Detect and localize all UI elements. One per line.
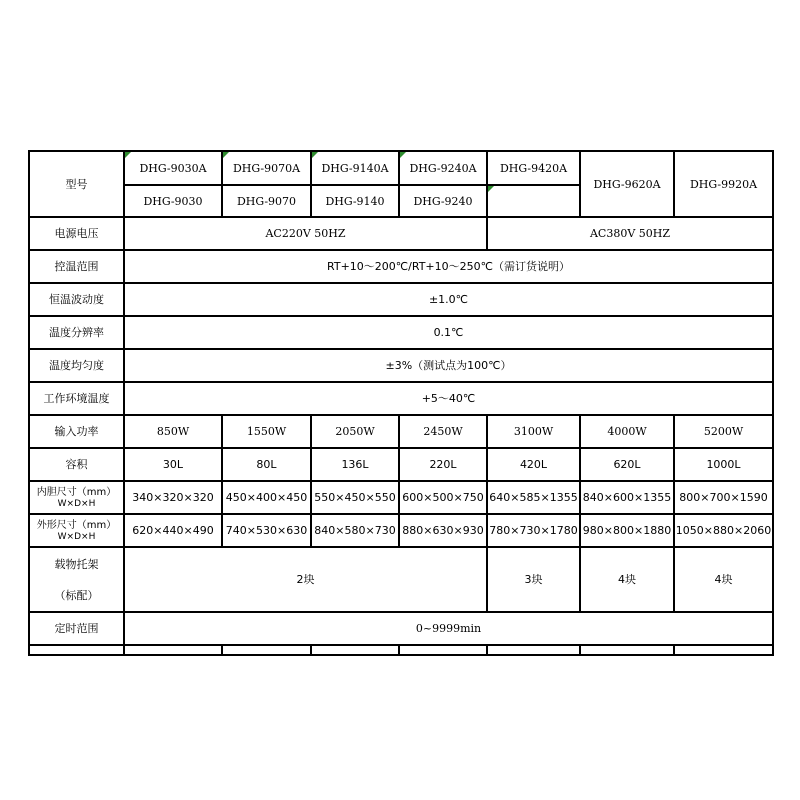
model-cell — [124, 151, 222, 185]
model-cell — [674, 151, 773, 217]
volume-cell: 620L — [580, 448, 674, 481]
label-outer-size — [29, 514, 124, 547]
model-cell: DHG-9140 — [311, 185, 399, 217]
spec-sheet — [28, 150, 772, 656]
comment-marker-icon — [125, 152, 131, 158]
inner-size-cell: 840×600×1355 — [580, 481, 674, 514]
label-power-supply: 电源电压 — [29, 217, 124, 250]
label-shelf-sub: （标配） — [29, 580, 124, 612]
comment-marker-icon — [400, 152, 406, 158]
input-power-cell: 4000W — [580, 415, 674, 448]
shelf-cell: 2块 — [124, 547, 487, 612]
outer-size-cell: 980×800×1880 — [580, 514, 674, 547]
model-name: DHG-9140A — [321, 161, 389, 175]
inner-size-cell: 640×585×1355 — [487, 481, 580, 514]
volume-row — [29, 448, 773, 481]
ambient-row — [29, 382, 773, 415]
shelf-cell: 4块 — [674, 547, 773, 612]
label-volume: 容积 — [29, 448, 124, 481]
comment-marker-icon — [488, 186, 494, 192]
inner-size-row — [29, 481, 773, 514]
input-power-cell: 3100W — [487, 415, 580, 448]
power-supply-220: AC220V 50HZ — [124, 217, 487, 250]
model-cell — [222, 151, 311, 185]
temp-range-row — [29, 250, 773, 283]
label-ambient: 工作环境温度 — [29, 382, 124, 415]
model-cell — [487, 151, 580, 185]
power-supply-380: AC380V 50HZ — [487, 217, 773, 250]
model-cell: DHG-9070 — [222, 185, 311, 217]
model-name: DHG-9070A — [232, 161, 301, 175]
comment-marker-icon — [223, 152, 229, 158]
model-name: DHG-9620A — [593, 177, 661, 191]
outer-size-cell: 840×580×730 — [311, 514, 399, 547]
table-tail-row — [29, 645, 773, 655]
label-resolution: 温度分辨率 — [29, 316, 124, 349]
resolution-row — [29, 316, 773, 349]
volume-cell: 420L — [487, 448, 580, 481]
model-cell — [580, 151, 674, 217]
volume-cell: 1000L — [674, 448, 773, 481]
outer-size-cell: 740×530×630 — [222, 514, 311, 547]
inner-size-cell: 550×450×550 — [311, 481, 399, 514]
resolution-value: 0.1℃ — [124, 316, 773, 349]
ambient-value: +5～40℃ — [124, 382, 773, 415]
tail-cell — [580, 645, 674, 655]
input-power-cell: 5200W — [674, 415, 773, 448]
input-power-row — [29, 415, 773, 448]
outer-size-subtitle: W×D×H — [57, 531, 96, 542]
volume-cell: 220L — [399, 448, 487, 481]
label-timer: 定时范围 — [29, 612, 124, 645]
tail-cell — [29, 645, 124, 655]
timer-row — [29, 612, 773, 645]
model-cell — [311, 151, 399, 185]
inner-size-title: 内胆尺寸（mm） — [36, 486, 117, 498]
inner-size-cell: 800×700×1590 — [674, 481, 773, 514]
tail-cell — [222, 645, 311, 655]
input-power-cell: 850W — [124, 415, 222, 448]
shelf-cell: 4块 — [580, 547, 674, 612]
model-name: DHG-9030A — [139, 161, 207, 175]
outer-size-cell: 880×630×930 — [399, 514, 487, 547]
fluctuation-row — [29, 283, 773, 316]
model-cell-empty — [487, 185, 580, 217]
inner-size-cell: 340×320×320 — [124, 481, 222, 514]
outer-size-row — [29, 514, 773, 547]
model-name: DHG-9420A — [499, 162, 568, 175]
label-fluctuation: 恒温波动度 — [29, 283, 124, 316]
outer-size-cell: 620×440×490 — [124, 514, 222, 547]
spec-table — [28, 150, 774, 656]
inner-size-subtitle: W×D×H — [57, 498, 96, 509]
input-power-cell: 1550W — [222, 415, 311, 448]
input-power-cell: 2450W — [399, 415, 487, 448]
shelf-row-a — [29, 547, 773, 580]
volume-cell: 80L — [222, 448, 311, 481]
label-model: 型号 — [29, 151, 124, 217]
label-inner-size — [29, 481, 124, 514]
label-temp-range: 控温范围 — [29, 250, 124, 283]
model-cell: DHG-9030 — [124, 185, 222, 217]
model-name: DHG-9920A — [689, 177, 758, 191]
tail-cell — [399, 645, 487, 655]
outer-size-title: 外形尺寸（mm） — [36, 519, 117, 531]
tail-cell — [311, 645, 399, 655]
uniformity-row — [29, 349, 773, 382]
tail-cell — [487, 645, 580, 655]
label-uniformity: 温度均匀度 — [29, 349, 124, 382]
model-cell — [399, 151, 487, 185]
outer-size-cell: 1050×880×2060 — [674, 514, 773, 547]
outer-size-cell: 780×730×1780 — [487, 514, 580, 547]
model-row-a — [29, 151, 773, 185]
volume-cell: 136L — [311, 448, 399, 481]
inner-size-cell: 450×400×450 — [222, 481, 311, 514]
volume-cell: 30L — [124, 448, 222, 481]
tail-cell — [124, 645, 222, 655]
model-name: DHG-9240A — [409, 161, 477, 175]
comment-marker-icon — [312, 152, 318, 158]
inner-size-cell: 600×500×750 — [399, 481, 487, 514]
input-power-cell: 2050W — [311, 415, 399, 448]
shelf-cell: 3块 — [487, 547, 580, 612]
tail-cell — [674, 645, 773, 655]
fluctuation-value: ±1.0℃ — [124, 283, 773, 316]
label-input-power: 输入功率 — [29, 415, 124, 448]
power-supply-row — [29, 217, 773, 250]
temp-range-value: RT+10～200℃/RT+10～250℃（需订货说明） — [124, 250, 773, 283]
timer-value: 0~9999min — [124, 612, 773, 645]
model-cell: DHG-9240 — [399, 185, 487, 217]
label-shelf: 载物托架 — [29, 547, 124, 580]
uniformity-value: ±3%（测试点为100℃） — [124, 349, 773, 382]
